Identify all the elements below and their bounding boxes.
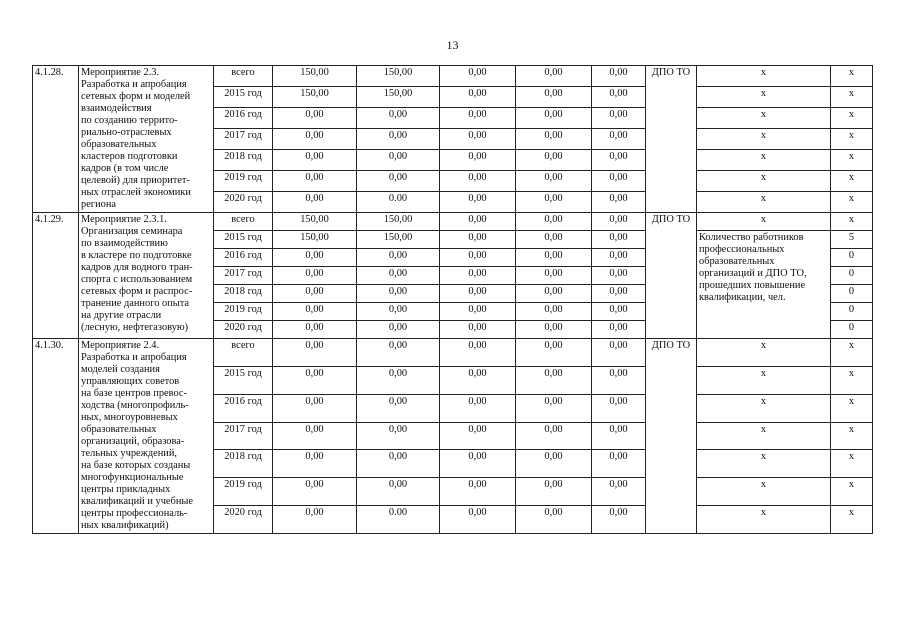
- funding-value: 0,00: [440, 339, 516, 367]
- funding-value: 0,00: [592, 285, 646, 303]
- period-cell: всего: [214, 339, 273, 367]
- funding-value: 0,00: [592, 231, 646, 249]
- funding-value: 0,00: [357, 171, 440, 192]
- indicator-value-cell: х: [831, 478, 873, 506]
- funding-value: 0.00: [357, 506, 440, 534]
- funding-value: 0,00: [592, 213, 646, 231]
- indicator-value-cell: х: [831, 108, 873, 129]
- funding-value: 150,00: [357, 66, 440, 87]
- funding-value: 150,00: [273, 213, 357, 231]
- funding-value: 0,00: [516, 394, 592, 422]
- funding-value: 0,00: [516, 213, 592, 231]
- period-cell: 2019 год: [214, 303, 273, 321]
- funding-value: 0,00: [592, 303, 646, 321]
- funding-value: 0,00: [516, 108, 592, 129]
- indicator-value-cell: х: [831, 87, 873, 108]
- period-cell: 2015 год: [214, 87, 273, 108]
- measure-row: [33, 66, 873, 87]
- funding-value: 0,00: [357, 129, 440, 150]
- period-cell: 2020 год: [214, 506, 273, 534]
- funding-value: 0,00: [357, 366, 440, 394]
- funding-value: 0,00: [357, 249, 440, 267]
- funding-value: 0,00: [273, 506, 357, 534]
- funding-value: 0,00: [592, 339, 646, 367]
- funding-value: 0,00: [440, 450, 516, 478]
- executor-cell: ДПО ТО: [646, 213, 697, 339]
- indicator-value-cell: 0: [831, 267, 873, 285]
- indicator-value-cell: 0: [831, 303, 873, 321]
- period-cell: 2015 год: [214, 366, 273, 394]
- indicator-value-cell: х: [831, 506, 873, 534]
- funding-value: 0,00: [440, 66, 516, 87]
- funding-value: 0,00: [592, 422, 646, 450]
- indicator-value-cell: 0: [831, 321, 873, 339]
- period-cell: 2019 год: [214, 478, 273, 506]
- indicator-name-cell: х: [697, 66, 831, 87]
- indicator-value-cell: х: [831, 192, 873, 213]
- executor-cell: ДПО ТО: [646, 339, 697, 534]
- indicator-name-cell: х: [697, 213, 831, 231]
- funding-value: 0,00: [357, 394, 440, 422]
- funding-value: 0,00: [357, 267, 440, 285]
- funding-value: 0,00: [516, 267, 592, 285]
- funding-value: 0,00: [440, 321, 516, 339]
- funding-value: 150,00: [273, 66, 357, 87]
- indicator-name-cell: х: [697, 450, 831, 478]
- indicator-value-cell: х: [831, 171, 873, 192]
- funding-value: 0,00: [592, 192, 646, 213]
- indicator-value-cell: х: [831, 339, 873, 367]
- funding-value: 0,00: [516, 129, 592, 150]
- measure-code: 4.1.30.: [33, 339, 79, 534]
- funding-value: 0,00: [440, 171, 516, 192]
- funding-value: 0,00: [440, 129, 516, 150]
- indicator-name-cell: х: [697, 506, 831, 534]
- indicator-value-cell: х: [831, 394, 873, 422]
- indicator-value-cell: 0: [831, 249, 873, 267]
- funding-value: 0,00: [273, 108, 357, 129]
- funding-value: 0,00: [273, 366, 357, 394]
- funding-value: 0,00: [516, 321, 592, 339]
- executor-cell: ДПО ТО: [646, 66, 697, 213]
- funding-value: 0,00: [592, 150, 646, 171]
- funding-value: 150,00: [273, 231, 357, 249]
- funding-value: 0,00: [357, 321, 440, 339]
- funding-value: 0,00: [440, 366, 516, 394]
- funding-value: 0,00: [357, 108, 440, 129]
- funding-value: 0,00: [516, 422, 592, 450]
- funding-value: 0,00: [516, 150, 592, 171]
- funding-value: 0,00: [516, 87, 592, 108]
- indicator-value-cell: х: [831, 422, 873, 450]
- page-number: 13: [446, 38, 459, 52]
- indicator-name-cell: х: [697, 422, 831, 450]
- indicator-value-cell: х: [831, 213, 873, 231]
- funding-value: 0,00: [516, 303, 592, 321]
- funding-value: 0,00: [516, 478, 592, 506]
- funding-value: 0,00: [273, 249, 357, 267]
- indicator-value-cell: 0: [831, 285, 873, 303]
- funding-value: 0,00: [357, 303, 440, 321]
- funding-value: 150,00: [357, 231, 440, 249]
- measure-code: 4.1.28.: [33, 66, 79, 213]
- period-cell: всего: [214, 66, 273, 87]
- indicator-name-cell: х: [697, 171, 831, 192]
- funding-value: 0,00: [440, 87, 516, 108]
- funding-value: 0,00: [357, 422, 440, 450]
- funding-value: 150,00: [357, 87, 440, 108]
- indicator-name-cell: Количество работников профессиональных образовательных организаций и ДПО ТО, прошедших повышение квалификации, чел.: [697, 231, 831, 339]
- funding-value: 0,00: [440, 108, 516, 129]
- funding-value: 0,00: [357, 450, 440, 478]
- measure-name: Мероприятие 2.3.1. Организация семинара по взаимодействию в кластере по подготовке кадров для водного тран- спорта с использованием сетевых форм и распрос- транение данного опыта на другие отрасли (лесную, нефтегазовую): [79, 213, 214, 339]
- funding-value: 0,00: [516, 450, 592, 478]
- indicator-name-cell: х: [697, 129, 831, 150]
- funding-value: 0,00: [516, 249, 592, 267]
- funding-value: 0,00: [592, 171, 646, 192]
- funding-value: 0,00: [273, 450, 357, 478]
- funding-value: 0,00: [516, 339, 592, 367]
- funding-value: 0,00: [357, 285, 440, 303]
- funding-value: 0,00: [516, 192, 592, 213]
- funding-value: 0,00: [592, 366, 646, 394]
- indicator-name-cell: х: [697, 339, 831, 367]
- funding-value: 0,00: [440, 394, 516, 422]
- funding-value: 0,00: [273, 422, 357, 450]
- funding-value: 0,00: [516, 171, 592, 192]
- funding-value: 0,00: [273, 171, 357, 192]
- indicator-name-cell: х: [697, 192, 831, 213]
- indicator-value-cell: х: [831, 450, 873, 478]
- period-cell: 2016 год: [214, 108, 273, 129]
- funding-value: 0,00: [592, 394, 646, 422]
- funding-value: 0.00: [357, 192, 440, 213]
- program-measures-table: [32, 65, 873, 534]
- period-cell: 2018 год: [214, 285, 273, 303]
- funding-value: 0,00: [440, 213, 516, 231]
- funding-value: 0,00: [357, 478, 440, 506]
- funding-value: 0,00: [516, 285, 592, 303]
- period-cell: 2016 год: [214, 249, 273, 267]
- funding-value: 0,00: [516, 366, 592, 394]
- funding-value: 0,00: [440, 150, 516, 171]
- period-cell: 2015 год: [214, 231, 273, 249]
- period-cell: 2020 год: [214, 192, 273, 213]
- period-cell: 2016 год: [214, 394, 273, 422]
- funding-value: 0,00: [357, 339, 440, 367]
- measure-row: [33, 339, 873, 367]
- funding-value: 0,00: [592, 267, 646, 285]
- period-cell: 2017 год: [214, 129, 273, 150]
- indicator-name-cell: х: [697, 150, 831, 171]
- funding-value: 0,00: [273, 267, 357, 285]
- funding-value: 0,00: [273, 192, 357, 213]
- funding-value: 0,00: [273, 129, 357, 150]
- funding-value: 0,00: [592, 249, 646, 267]
- funding-value: 0,00: [273, 478, 357, 506]
- funding-value: 0,00: [592, 129, 646, 150]
- funding-value: 0,00: [440, 192, 516, 213]
- funding-value: 0,00: [440, 422, 516, 450]
- indicator-name-cell: х: [697, 478, 831, 506]
- funding-value: 0,00: [440, 285, 516, 303]
- funding-value: 0,00: [592, 87, 646, 108]
- measure-name: Мероприятие 2.3. Разработка и апробация сетевых форм и моделей взаимодействия по созданию террито- риально-отраслевых образовательных кластеров подготовки кадров (в том числе целевой) для приоритет- ных отраслей экономики региона: [79, 66, 214, 213]
- funding-value: 0,00: [592, 321, 646, 339]
- funding-value: 0,00: [516, 66, 592, 87]
- funding-value: 0,00: [273, 339, 357, 367]
- funding-value: 0,00: [273, 303, 357, 321]
- funding-value: 0,00: [273, 394, 357, 422]
- funding-value: 0,00: [440, 249, 516, 267]
- indicator-value-cell: 5: [831, 231, 873, 249]
- indicator-name-cell: х: [697, 366, 831, 394]
- funding-value: 0,00: [592, 450, 646, 478]
- period-cell: всего: [214, 213, 273, 231]
- indicator-value-cell: х: [831, 66, 873, 87]
- measure-code: 4.1.29.: [33, 213, 79, 339]
- indicator-name-cell: х: [697, 87, 831, 108]
- funding-value: 0,00: [592, 506, 646, 534]
- funding-value: 0,00: [440, 478, 516, 506]
- indicator-value-cell: х: [831, 150, 873, 171]
- indicator-name-cell: х: [697, 108, 831, 129]
- funding-value: 0,00: [357, 150, 440, 171]
- period-cell: 2019 год: [214, 171, 273, 192]
- funding-value: 0,00: [516, 506, 592, 534]
- funding-value: 0,00: [440, 303, 516, 321]
- period-cell: 2020 год: [214, 321, 273, 339]
- funding-value: 0,00: [592, 66, 646, 87]
- funding-value: 0,00: [592, 478, 646, 506]
- period-cell: 2018 год: [214, 450, 273, 478]
- funding-value: 0,00: [592, 108, 646, 129]
- funding-value: 0,00: [516, 231, 592, 249]
- measure-row: [33, 213, 873, 231]
- period-cell: 2017 год: [214, 267, 273, 285]
- period-cell: 2017 год: [214, 422, 273, 450]
- measure-name: Мероприятие 2.4. Разработка и апробация моделей создания управляющих советов на базе центров превос- ходства (многопрофиль- ных, многоуровневых образовательных организаций, образова- тельных учреждений, на базе которых созданы многофункциональные центры прикладных квалификаций и учебные центры профессиональ- ных квалификаций): [79, 339, 214, 534]
- period-cell: 2018 год: [214, 150, 273, 171]
- funding-value: 150,00: [273, 87, 357, 108]
- funding-value: 0,00: [440, 267, 516, 285]
- funding-value: 0,00: [273, 285, 357, 303]
- funding-value: 0,00: [440, 506, 516, 534]
- funding-value: 0,00: [273, 321, 357, 339]
- funding-value: 0,00: [273, 150, 357, 171]
- funding-value: 150,00: [357, 213, 440, 231]
- indicator-value-cell: х: [831, 129, 873, 150]
- indicator-value-cell: х: [831, 366, 873, 394]
- funding-value: 0,00: [440, 231, 516, 249]
- indicator-name-cell: х: [697, 394, 831, 422]
